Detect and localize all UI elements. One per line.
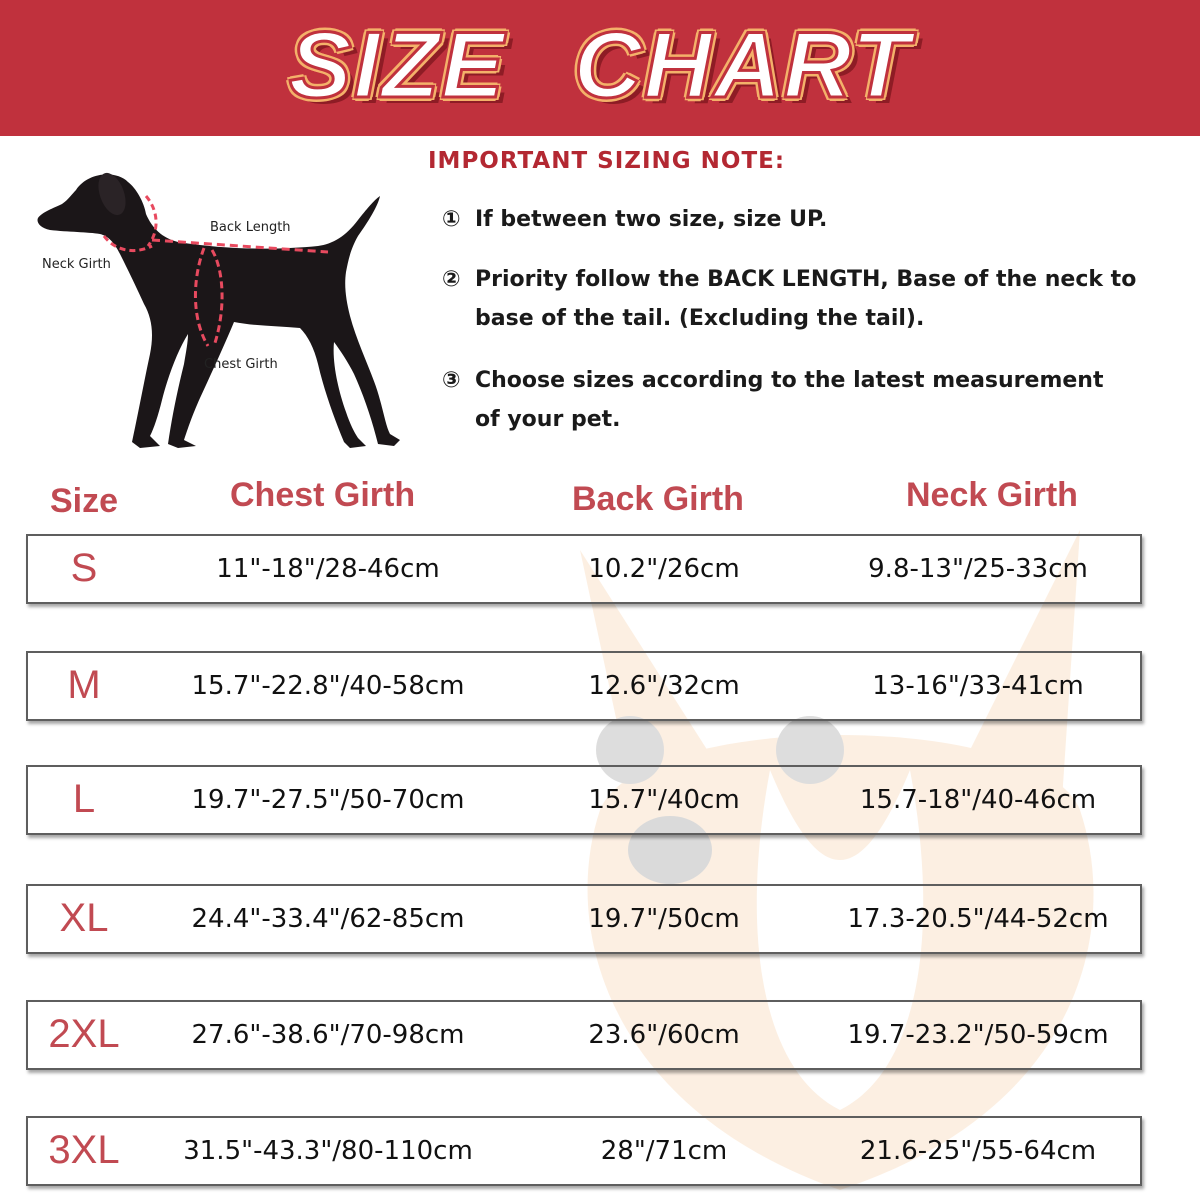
table-row <box>26 534 1142 604</box>
table-row <box>26 1116 1142 1186</box>
note-text: Priority follow the BACK LENGTH, Base of the neck to base of the tail. (Excluding the tail). <box>475 267 1137 331</box>
note-item <box>442 200 1165 239</box>
size-cell: 3XL <box>48 1128 120 1172</box>
header-chest-girth: Chest Girth <box>230 476 416 514</box>
neck-girth-label: Neck Girth <box>42 257 111 272</box>
page-title: SIZE CHART <box>288 12 912 117</box>
neck-girth-cell: 21.6-25"/55-64cm <box>859 1136 1097 1166</box>
back-girth-cell: 19.7"/50cm <box>588 904 740 934</box>
header-size: Size <box>50 482 119 520</box>
header-back-girth: Back Girth <box>572 480 744 518</box>
chest-girth-cell: 19.7"-27.5"/50-70cm <box>191 785 465 815</box>
table-row <box>26 765 1142 835</box>
notes-heading: IMPORTANT SIZING NOTE: <box>428 148 786 174</box>
dog-measurement-figure <box>28 150 418 470</box>
chest-girth-cell: 24.4"-33.4"/62-85cm <box>191 904 465 934</box>
neck-girth-cell: 19.7-23.2"/50-59cm <box>847 1020 1109 1050</box>
back-girth-cell: 10.2"/26cm <box>588 554 740 584</box>
table-row <box>26 884 1142 954</box>
header-banner <box>0 0 1200 136</box>
size-cell: XL <box>59 896 109 940</box>
back-girth-cell: 28"/71cm <box>600 1136 728 1166</box>
chest-girth-cell: 11"-18"/28-46cm <box>216 554 440 584</box>
table-row <box>26 651 1142 721</box>
note-text: If between two size, size UP. <box>475 207 828 232</box>
corgi-watermark-icon <box>520 510 1160 1200</box>
note-number: ③ <box>442 368 461 393</box>
back-girth-cell: 23.6"/60cm <box>588 1020 740 1050</box>
size-cell: S <box>70 546 98 590</box>
chest-girth-cell: 27.6"-38.6"/70-98cm <box>191 1020 465 1050</box>
chest-girth-cell: 31.5"-43.3"/80-110cm <box>183 1136 473 1166</box>
note-text: Choose sizes according to the latest measurement of your pet. <box>475 368 1104 432</box>
note-item <box>442 260 1165 338</box>
back-girth-cell: 15.7"/40cm <box>588 785 740 815</box>
size-cell: 2XL <box>48 1012 120 1056</box>
chest-girth-label: Chest Girth <box>204 357 278 372</box>
chest-girth-cell: 15.7"-22.8"/40-58cm <box>191 671 465 701</box>
header-neck-girth: Neck Girth <box>906 476 1078 514</box>
neck-girth-cell: 17.3-20.5"/44-52cm <box>847 904 1109 934</box>
neck-girth-cell: 15.7-18"/40-46cm <box>859 785 1097 815</box>
neck-girth-cell: 13-16"/33-41cm <box>872 671 1084 701</box>
dog-silhouette-icon <box>28 150 418 470</box>
table-row <box>26 1000 1142 1070</box>
size-cell: M <box>67 663 101 707</box>
neck-girth-cell: 9.8-13"/25-33cm <box>868 554 1088 584</box>
note-number: ① <box>442 207 461 232</box>
size-cell: L <box>72 777 96 821</box>
note-item <box>442 361 1135 439</box>
back-length-label: Back Length <box>210 220 291 235</box>
note-number: ② <box>442 267 461 292</box>
back-girth-cell: 12.6"/32cm <box>588 671 740 701</box>
